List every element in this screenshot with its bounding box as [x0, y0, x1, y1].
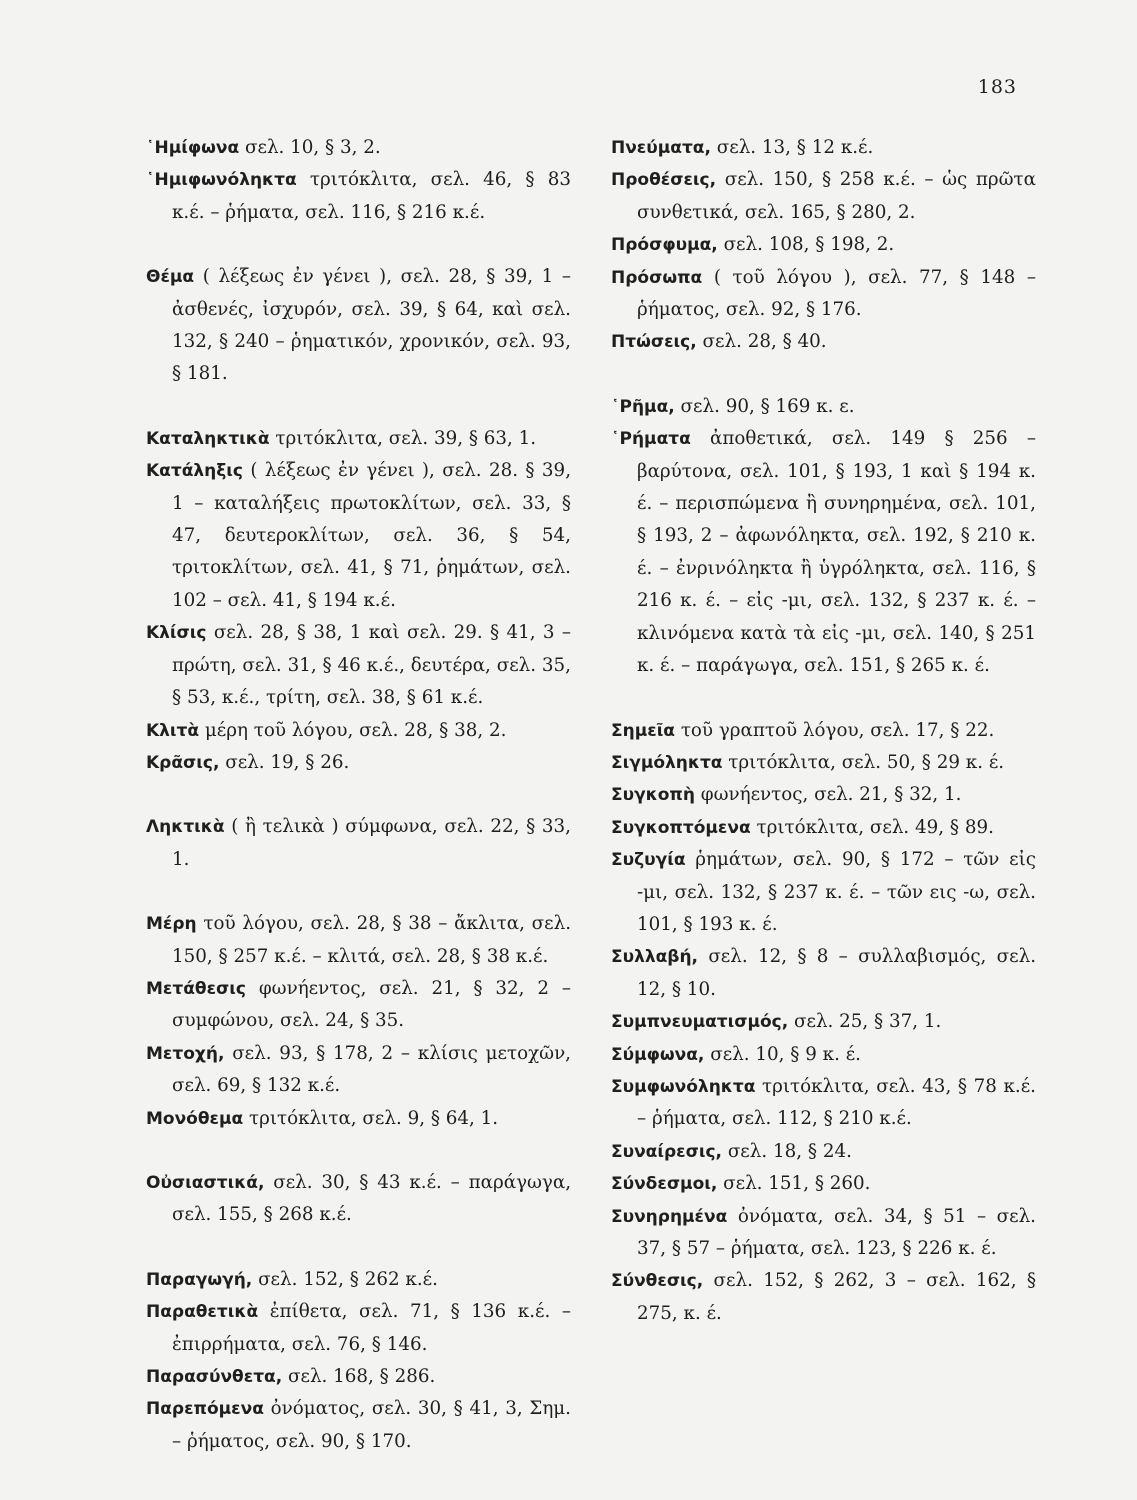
index-entry	[146, 1264, 571, 1296]
index-references: τριτόκλιτα, σελ. 43, § 78 κ.έ. – ῥήματα, σελ. 112, § 210 κ.έ.	[637, 1075, 1036, 1130]
index-headword: Παρασύνθετα,	[146, 1367, 283, 1387]
index-references: τριτόκλιτα, σελ. 46, § 83 κ.έ. – ῥήματα, σελ. 116, § 216 κ.έ.	[172, 169, 572, 223]
index-references: ( λέξεως ἐν γένει ), σελ. 28, § 39, 1 – ἀσθενές, ἰσχυρόν, σελ. 39, § 64, καὶ σελ. 132, § 240 – ῥηματικόν, χρονικόν, σελ. 93, § 181.	[172, 266, 571, 385]
index-headword: Μετοχή,	[146, 1043, 225, 1064]
index-entry	[611, 1265, 1036, 1330]
index-references: φωνήεντος, σελ. 21, § 32, 2 – συμφώνου, σελ. 24, § 35.	[172, 977, 571, 1032]
index-references: σελ. 151, § 260.	[723, 1173, 871, 1195]
index-headword: Μονόθεμα	[146, 1108, 244, 1129]
index-references: ὀνόματα, σελ. 34, § 51 – σελ. 37, § 57 – ῥήματα, σελ. 123, § 226 κ. έ.	[637, 1205, 1036, 1259]
index-entry	[146, 1296, 571, 1361]
index-references: ῥημάτων, σελ. 90, § 172 – τῶν εἰς -μι, σελ. 132, § 237 κ. έ. – τῶν εις -ω, σελ. 101, § 193 κ. έ.	[637, 849, 1037, 935]
index-entry	[146, 261, 571, 391]
index-entry	[146, 1361, 571, 1393]
page-number: 183	[977, 76, 1017, 98]
index-references: σελ. 18, § 24.	[727, 1140, 852, 1162]
index-references: ( τοῦ λόγου ), σελ. 77, § 148 – ῥήματος, σελ. 92, § 176.	[637, 266, 1037, 321]
index-references: τοῦ γραπτοῦ λόγου, σελ. 17, § 22.	[680, 719, 995, 741]
index-entry	[146, 973, 571, 1038]
index-entry	[146, 455, 571, 617]
index-references: σελ. 12, § 8 – συλλαβισμός, σελ. 12, § 10.	[637, 946, 1037, 1000]
index-references: τριτόκλιτα, σελ. 50, § 29 κ. έ.	[728, 751, 1005, 773]
index-entry	[146, 617, 571, 714]
index-references: ( ἢ τελικὰ ) σύμφωνα, σελ. 22, § 33, 1.	[172, 816, 571, 870]
index-headword: Σημεῖα	[611, 720, 675, 741]
index-references: σελ. 25, § 37, 1.	[794, 1011, 942, 1033]
index-entry	[146, 164, 571, 229]
index-references: σελ. 90, § 169 κ. ε.	[680, 395, 855, 417]
entry-gap	[611, 683, 1036, 715]
index-headword: Οὐσιαστικά,	[146, 1172, 265, 1193]
index-references: σελ. 19, § 26.	[225, 751, 350, 773]
index-references: τριτόκλιτα, σελ. 39, § 63, 1.	[275, 427, 537, 449]
index-entry	[611, 326, 1036, 358]
index-headword: Παραγωγή,	[146, 1269, 253, 1290]
index-references: σελ. 13, § 12 κ.έ.	[716, 137, 874, 158]
entry-gap	[146, 229, 571, 261]
index-headword: Κατάληξις	[146, 461, 243, 482]
index-headword: ῾Ρήματα	[611, 429, 691, 450]
index-entry	[611, 941, 1036, 1006]
index-headword: Σύνδεσμοι,	[611, 1174, 718, 1195]
index-headword: Συμφωνόληκτα	[611, 1076, 756, 1097]
index-headword: ῾Ημιφωνόληκτα	[146, 170, 297, 191]
index-headword: Πρόσωπα	[611, 267, 703, 288]
index-headword: Καταληκτικὰ	[146, 428, 270, 449]
index-references: σελ. 168, § 286.	[288, 1366, 436, 1387]
index-references: σελ. 108, § 198, 2.	[723, 234, 895, 256]
index-references: σελ. 10, § 9 κ. έ.	[710, 1043, 861, 1065]
index-references: ἀποθετικά, σελ. 149 § 256 – βαρύτονα, σελ. 101, § 193, 1 καὶ § 194 κ. έ. – περισπώμενα ἢ συνηρημένα, σελ. 101, § 193, 2 – ἀφωνόληκτα, σελ. 192, § 210 κ. έ. – ἐνρινόληκτα ἢ ὑγρόληκτα, σελ. 116, § 216 κ. έ. – εἰς -μι, σελ. 132, § 237 κ. έ. – κλινόμενα κατὰ τὰ εἰς -μι, σελ. 140, § 251 κ. έ. – παράγωγα, σελ. 151, § 265 κ. έ.	[637, 428, 1036, 677]
entry-gap	[611, 359, 1036, 391]
index-entry	[146, 1167, 571, 1232]
index-headword: Συζυγία	[611, 850, 686, 871]
index-references: ὀνόματος, σελ. 30, § 41, 3, Σημ. – ῥήματος, σελ. 90, § 170.	[172, 1398, 571, 1452]
index-headword: Προθέσεις,	[611, 170, 717, 191]
index-entry	[146, 132, 571, 164]
index-references: σελ. 28, § 38, 1 καὶ σελ. 29. § 41, 3 – πρώτη, σελ. 31, § 46 κ.έ., δευτέρα, σελ. 35, § 53, κ.έ., τρίτη, σελ. 38, § 61 κ.έ.	[172, 622, 571, 709]
index-entry	[146, 747, 571, 779]
index-entry	[146, 715, 571, 747]
index-references: μέρη τοῦ λόγου, σελ. 28, § 38, 2.	[204, 719, 507, 741]
index-headword: Πτώσεις,	[611, 332, 697, 353]
index-entry	[611, 715, 1036, 747]
index-headword: Συνηρημένα	[611, 1206, 728, 1227]
index-entry	[611, 164, 1036, 229]
index-entry	[611, 779, 1036, 811]
index-headword: Συναίρεσις,	[611, 1141, 723, 1162]
index-entry	[611, 1071, 1036, 1136]
entry-gap	[146, 1135, 571, 1167]
index-headword: Σύμφωνα,	[611, 1044, 705, 1065]
index-headword: ῾Ρῆμα,	[611, 396, 675, 417]
index-entry	[146, 908, 571, 973]
index-entry	[146, 811, 571, 876]
index-headword: Πρόσφυμα,	[611, 235, 718, 256]
index-entry	[611, 844, 1036, 941]
index-headword: Σιγμόληκτα	[611, 752, 723, 773]
index-references: τοῦ λόγου, σελ. 28, § 38 – ἄκλιτα, σελ. 150, § 257 κ.έ. – κλιτά, σελ. 28, § 38 κ.έ.	[172, 913, 572, 967]
index-entry	[611, 229, 1036, 261]
index-entry	[611, 262, 1036, 327]
index-references: τριτόκλιτα, σελ. 9, § 64, 1.	[249, 1107, 499, 1129]
index-headword: Συλλαβή,	[611, 947, 699, 968]
index-entry	[611, 1006, 1036, 1038]
index-entry	[611, 1168, 1036, 1200]
index-headword: Κλίσις	[146, 623, 207, 644]
index-entry	[611, 423, 1036, 682]
index-headword: Κρᾶσις,	[146, 752, 220, 773]
index-headword: Παρεπόμενα	[146, 1399, 264, 1420]
entry-gap	[146, 876, 571, 908]
index-references: σελ. 152, § 262 κ.έ.	[258, 1268, 438, 1290]
index-headword: Θέμα	[146, 267, 195, 288]
index-entry	[611, 132, 1036, 164]
index-references: σελ. 93, § 178, 2 – κλίσις μετοχῶν, σελ. 69, § 132 κ.έ.	[172, 1042, 571, 1097]
index-headword: Παραθετικὰ	[146, 1302, 259, 1323]
index-headword: Κλιτὰ	[146, 720, 200, 741]
index-references: φωνήεντος, σελ. 21, § 32, 1.	[700, 784, 962, 806]
index-headword: Συγκοπτόμενα	[611, 817, 751, 838]
entry-gap	[146, 1232, 571, 1264]
index-headword: Μετάθεσις	[146, 978, 246, 999]
index-references: σελ. 30, § 43 κ.έ. – παράγωγα, σελ. 155, § 268 κ.έ.	[172, 1171, 572, 1226]
entry-gap	[146, 779, 571, 811]
index-entry	[611, 1039, 1036, 1071]
entry-gap	[146, 391, 571, 423]
index-headword: Πνεύματα,	[611, 138, 711, 158]
index-references: ( λέξεως ἐν γένει ), σελ. 28. § 39, 1 – καταλήξεις πρωτοκλίτων, σελ. 33, § 47, δευτεροκλίτων, σελ. 36, § 54, τριτοκλίτων, σελ. 41, § 71, ῥημάτων, σελ. 102 – σελ. 41, § 194 κ.έ.	[172, 460, 572, 611]
index-entry	[611, 812, 1036, 844]
index-entry	[146, 1038, 571, 1103]
index-headword: ῾Ημίφωνα	[146, 138, 240, 158]
index-headword: Συγκοπὴ	[611, 785, 695, 806]
index-entry	[611, 391, 1036, 423]
index-headword: Μέρη	[146, 914, 197, 935]
index-references: ἐπίθετα, σελ. 71, § 136 κ.έ. – ἐπιρρήματα, σελ. 76, § 146.	[172, 1301, 571, 1355]
index-entry	[146, 1103, 571, 1135]
index-entry	[146, 423, 571, 455]
index-entry	[611, 1201, 1036, 1266]
index-column-left	[146, 132, 571, 1458]
index-references: τριτόκλιτα, σελ. 49, § 89.	[756, 816, 994, 838]
index-column-right	[611, 132, 1036, 1330]
index-headword: Συμπνευματισμός,	[611, 1012, 789, 1033]
index-entry	[146, 1393, 571, 1458]
index-references: σελ. 150, § 258 κ.έ. – ὡς πρῶτα συνθετικά, σελ. 165, § 280, 2.	[637, 169, 1037, 223]
index-entry	[611, 747, 1036, 779]
index-references: σελ. 10, § 3, 2.	[245, 137, 381, 158]
index-headword: Ληκτικὰ	[146, 817, 225, 838]
index-entry	[611, 1136, 1036, 1168]
index-headword: Σύνθεσις,	[611, 1271, 704, 1292]
index-references: σελ. 152, § 262, 3 – σελ. 162, § 275, κ. έ.	[637, 1270, 1036, 1324]
index-references: σελ. 28, § 40.	[702, 331, 827, 353]
